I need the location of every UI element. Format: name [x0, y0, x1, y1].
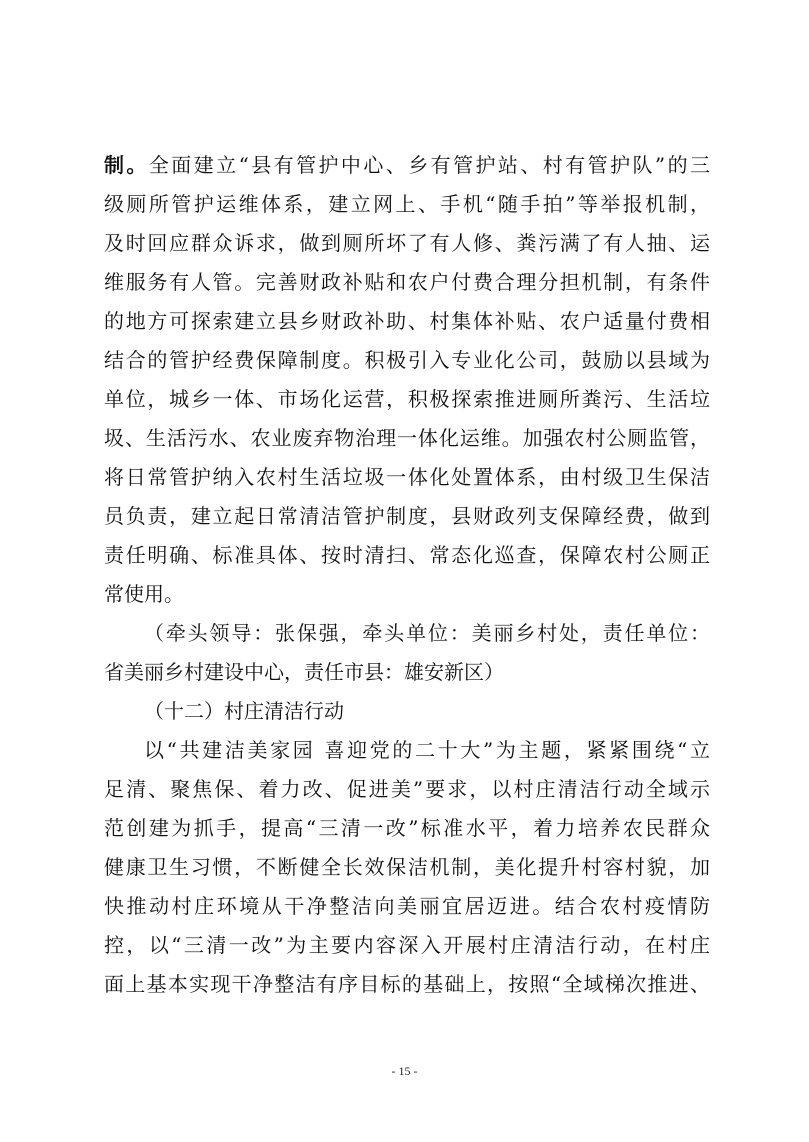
paragraph-line: 级厕所管护运维体系，建立网上、手机“随手拍”等举报机制， [104, 192, 710, 216]
responsibility-line: （牵头领导：张保强，牵头单位：美丽乡村处，责任单位： [144, 621, 710, 645]
document-body [104, 146, 710, 1004]
paragraph-line: 责任明确、标准具体、按时清扫、常态化巡查，保障农村公厕正 [104, 543, 710, 567]
paragraph-line: 以“共建洁美家园 喜迎党的二十大”为主题，紧紧围绕“立 [144, 738, 710, 762]
paragraph-line: 的地方可探索建立县乡财政补助、村集体补贴、农户适量付费相 [104, 309, 710, 333]
paragraph-text: 全面建立“县有管护中心、乡有管护站、村有管护队”的三 [148, 153, 710, 177]
paragraph-line: 快推动村庄环境从干净整洁向美丽宜居迈进。结合农村疫情防 [104, 894, 710, 918]
paragraph-line [104, 146, 710, 185]
paragraph-line: 圾、生活污水、农业废弃物治理一体化运维。加强农村公厕监管， [104, 426, 710, 450]
paragraph-line: 单位，城乡一体、市场化运营，积极探索推进厕所粪污、生活垃 [104, 387, 710, 411]
paragraph-line: 结合的管护经费保障制度。积极引入专业化公司，鼓励以县域为 [104, 348, 710, 372]
paragraph-line: 将日常管护纳入农村生活垃圾一体化处置体系，由村级卫生保洁 [104, 465, 710, 489]
paragraph-line: 员负责，建立起日常清洁管护制度，县财政列支保障经费，做到 [104, 504, 710, 528]
section-heading: （十二）村庄清洁行动 [144, 699, 344, 723]
paragraph-line: 范创建为抓手，提高“三清一改”标准水平，着力培养农民群众 [104, 816, 710, 840]
paragraph-line: 面上基本实现干净整洁有序目标的基础上，按照“全域梯次推进、 [104, 972, 710, 996]
paragraph-line: 常使用。 [104, 582, 184, 606]
paragraph-line: 维服务有人管。完善财政补贴和农户付费合理分担机制，有条件 [104, 270, 710, 294]
paragraph-line: 控，以“三清一改”为主要内容深入开展村庄清洁行动，在村庄 [104, 933, 710, 957]
responsibility-line: 省美丽乡村建设中心，责任市县：雄安新区） [104, 660, 504, 684]
paragraph-line: 及时回应群众诉求，做到厕所坏了有人修、粪污满了有人抽、运 [104, 231, 710, 255]
page-number: - 15 - [391, 1064, 418, 1078]
bold-lead-text: 制。 [104, 153, 149, 177]
paragraph-line: 健康卫生习惯，不断健全长效保洁机制，美化提升村容村貌，加 [104, 855, 710, 879]
paragraph-line: 足清、聚焦保、着力改、促进美”要求，以村庄清洁行动全域示 [104, 777, 710, 801]
